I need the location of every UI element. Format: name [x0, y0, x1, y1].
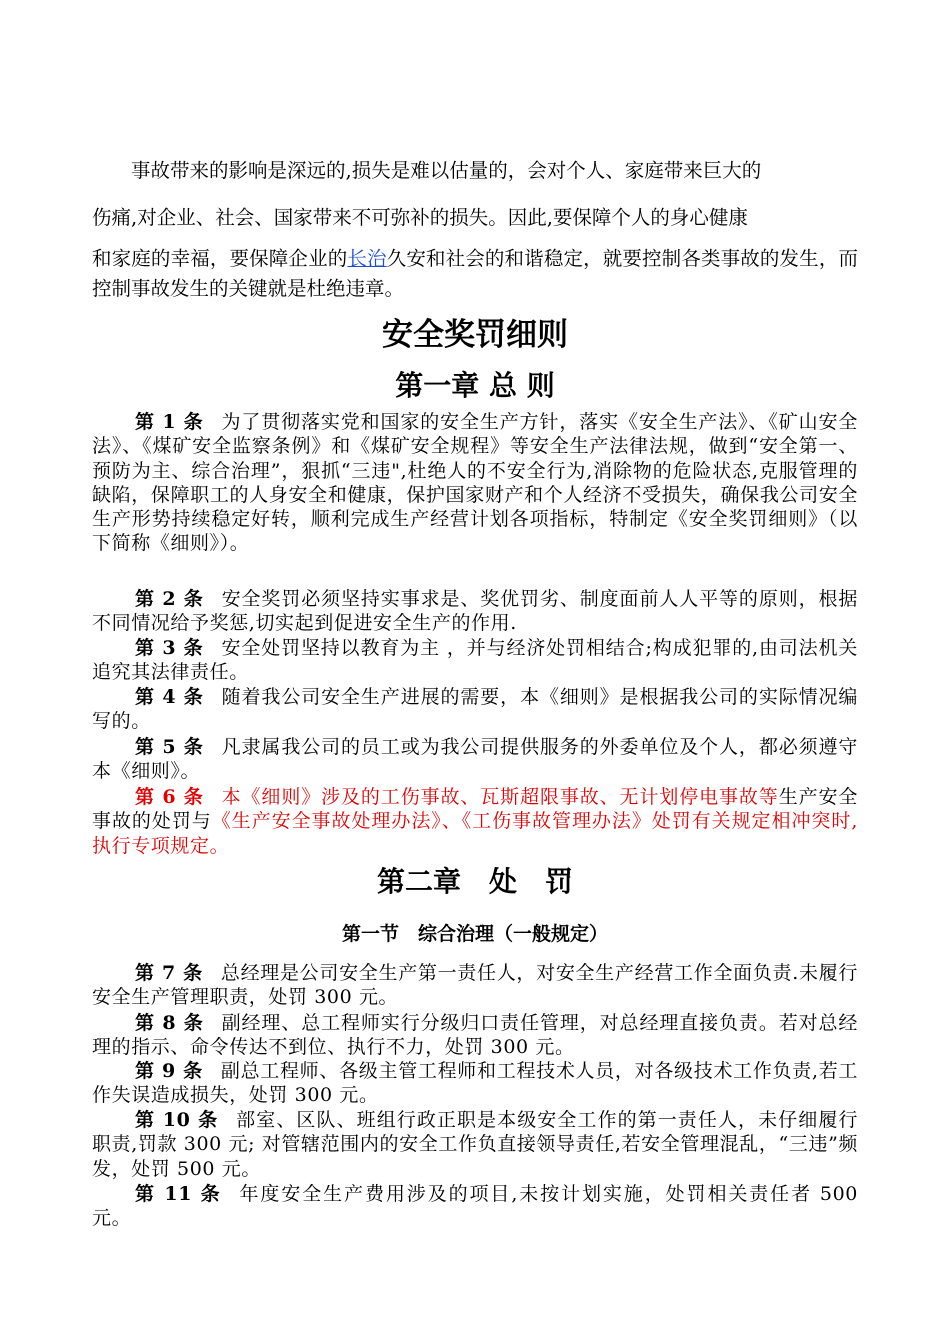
article-4: [92, 685, 858, 734]
document-title: 安全奖罚细则: [382, 317, 568, 353]
article-number: 第 5 条: [135, 736, 204, 758]
article-number: 第 2 条: [135, 588, 204, 610]
article-text: 年度安全生产费用涉及的项目,未按计划实施，处罚相关责任者 500 元。: [92, 1183, 859, 1230]
article-text: 副经理、总工程师实行分级归口责任管理，对总经理直接负责。若对总经理的指示、命令传达不到位、执行不力，处罚 300 元。: [92, 1012, 859, 1059]
article-3: [92, 636, 858, 685]
article-text-red: 《生产安全事故处理办法》、《工伤事故管理办法》处罚有关规定相冲突时,执行专项规定。: [92, 810, 858, 857]
article-text: 安全处罚坚持以教育为主 ，并与经济处罚相结合;构成犯罪的,由司法机关追究其法律责任。: [92, 637, 858, 684]
intro-line-2: 伤痛,对企业、社会、国家带来不可弥补的损失。因此,要保障个人的身心健康: [92, 206, 748, 229]
article-number: 第 9 条: [135, 1060, 203, 1082]
article-text: 部室、区队、班组行政正职是本级安全工作的第一责任人，未仔细履行职责,罚款 300 元; 对管辖范围内的安全工作负直接领导责任,若安全管理混乱，“三违”频发，处罚 500 元。: [92, 1109, 858, 1180]
article-number: 第 11 条: [135, 1183, 222, 1205]
changzhi-link[interactable]: 长治: [347, 247, 387, 270]
article-10: [92, 1108, 858, 1181]
article-text: 为了贯彻落实党和国家的安全生产方针，落实《安全生产法》、《矿山安全法》、《煤矿安全监察条例》和《煤矿安全规程》等安全生产法律法规，做到“安全第一、预防为主、综合治理”，狠抓“三违",杜绝人的不安全行为,消除物的危险状态,克服管理的缺陷，保障职工的人身安全和健康，保护国家财产和个人经济不受损失，确保我公司安全生产形势持续稳定好转，顺利完成生产经营计划各项指标，特制定《安全奖罚细则》（以下简称《细则》）。: [92, 411, 859, 555]
article-number: 第 7 条: [135, 962, 203, 984]
article-text: 凡隶属我公司的员工或为我公司提供服务的外委单位及个人，都必须遵守本《细则》。: [92, 736, 859, 783]
article-number: 第 10 条: [135, 1109, 219, 1131]
section-1-heading: 第一节 综合治理（一般规定）: [341, 923, 608, 945]
article-11: [92, 1182, 858, 1231]
article-number: 第 3 条: [135, 637, 204, 659]
intro-line-1: 事故带来的影响是深远的,损失是难以估量的，会对个人、家庭带来巨大的: [131, 159, 762, 182]
article-6: [92, 785, 858, 858]
article-8: [92, 1011, 858, 1060]
article-2: [92, 587, 858, 636]
article-number: 第 8 条: [135, 1012, 204, 1034]
intro-paragraph-3: [92, 244, 858, 304]
intro-text-after-link: 久安和社会的和谐稳定，就要控制各类事故的发生，而控制事故发生的关键就是杜绝违章。: [92, 247, 858, 300]
article-text: 随着我公司安全生产进展的需要，本《细则》是根据我公司的实际情况编写的。: [92, 686, 859, 733]
article-text-red: 本《细则》涉及的工伤事故、瓦斯超限事故、无计划停电事故等: [221, 786, 779, 808]
article-1: [92, 410, 858, 556]
intro-text-before-link: 和家庭的幸福，要保障企业的: [92, 247, 348, 270]
article-text: 副总工程师、各级主管工程师和工程技术人员，对各级技术工作负责,若工作失误造成损失，处罚 300 元。: [92, 1060, 859, 1107]
article-7: [92, 961, 858, 1010]
article-number: 第 1 条: [135, 411, 204, 433]
chapter-2-heading: 第二章 处 罚: [376, 865, 573, 898]
article-9: [92, 1059, 858, 1108]
article-text: 总经理是公司安全生产第一责任人，对安全生产经营工作全面负责.未履行安全生产管理职责，处罚 300 元。: [92, 962, 859, 1009]
article-text: 安全奖罚必须坚持实事求是、奖优罚劣、制度面前人人平等的原则，根据不同情况给予奖惩,切实起到促进安全生产的作用.: [92, 588, 859, 635]
article-number: 第 6 条: [135, 786, 204, 808]
article-text: 生产安全事故的处罚与: [92, 786, 859, 833]
article-number: 第 4 条: [135, 686, 204, 708]
article-5: [92, 735, 858, 784]
chapter-1-heading: 第一章 总 则: [395, 369, 555, 402]
